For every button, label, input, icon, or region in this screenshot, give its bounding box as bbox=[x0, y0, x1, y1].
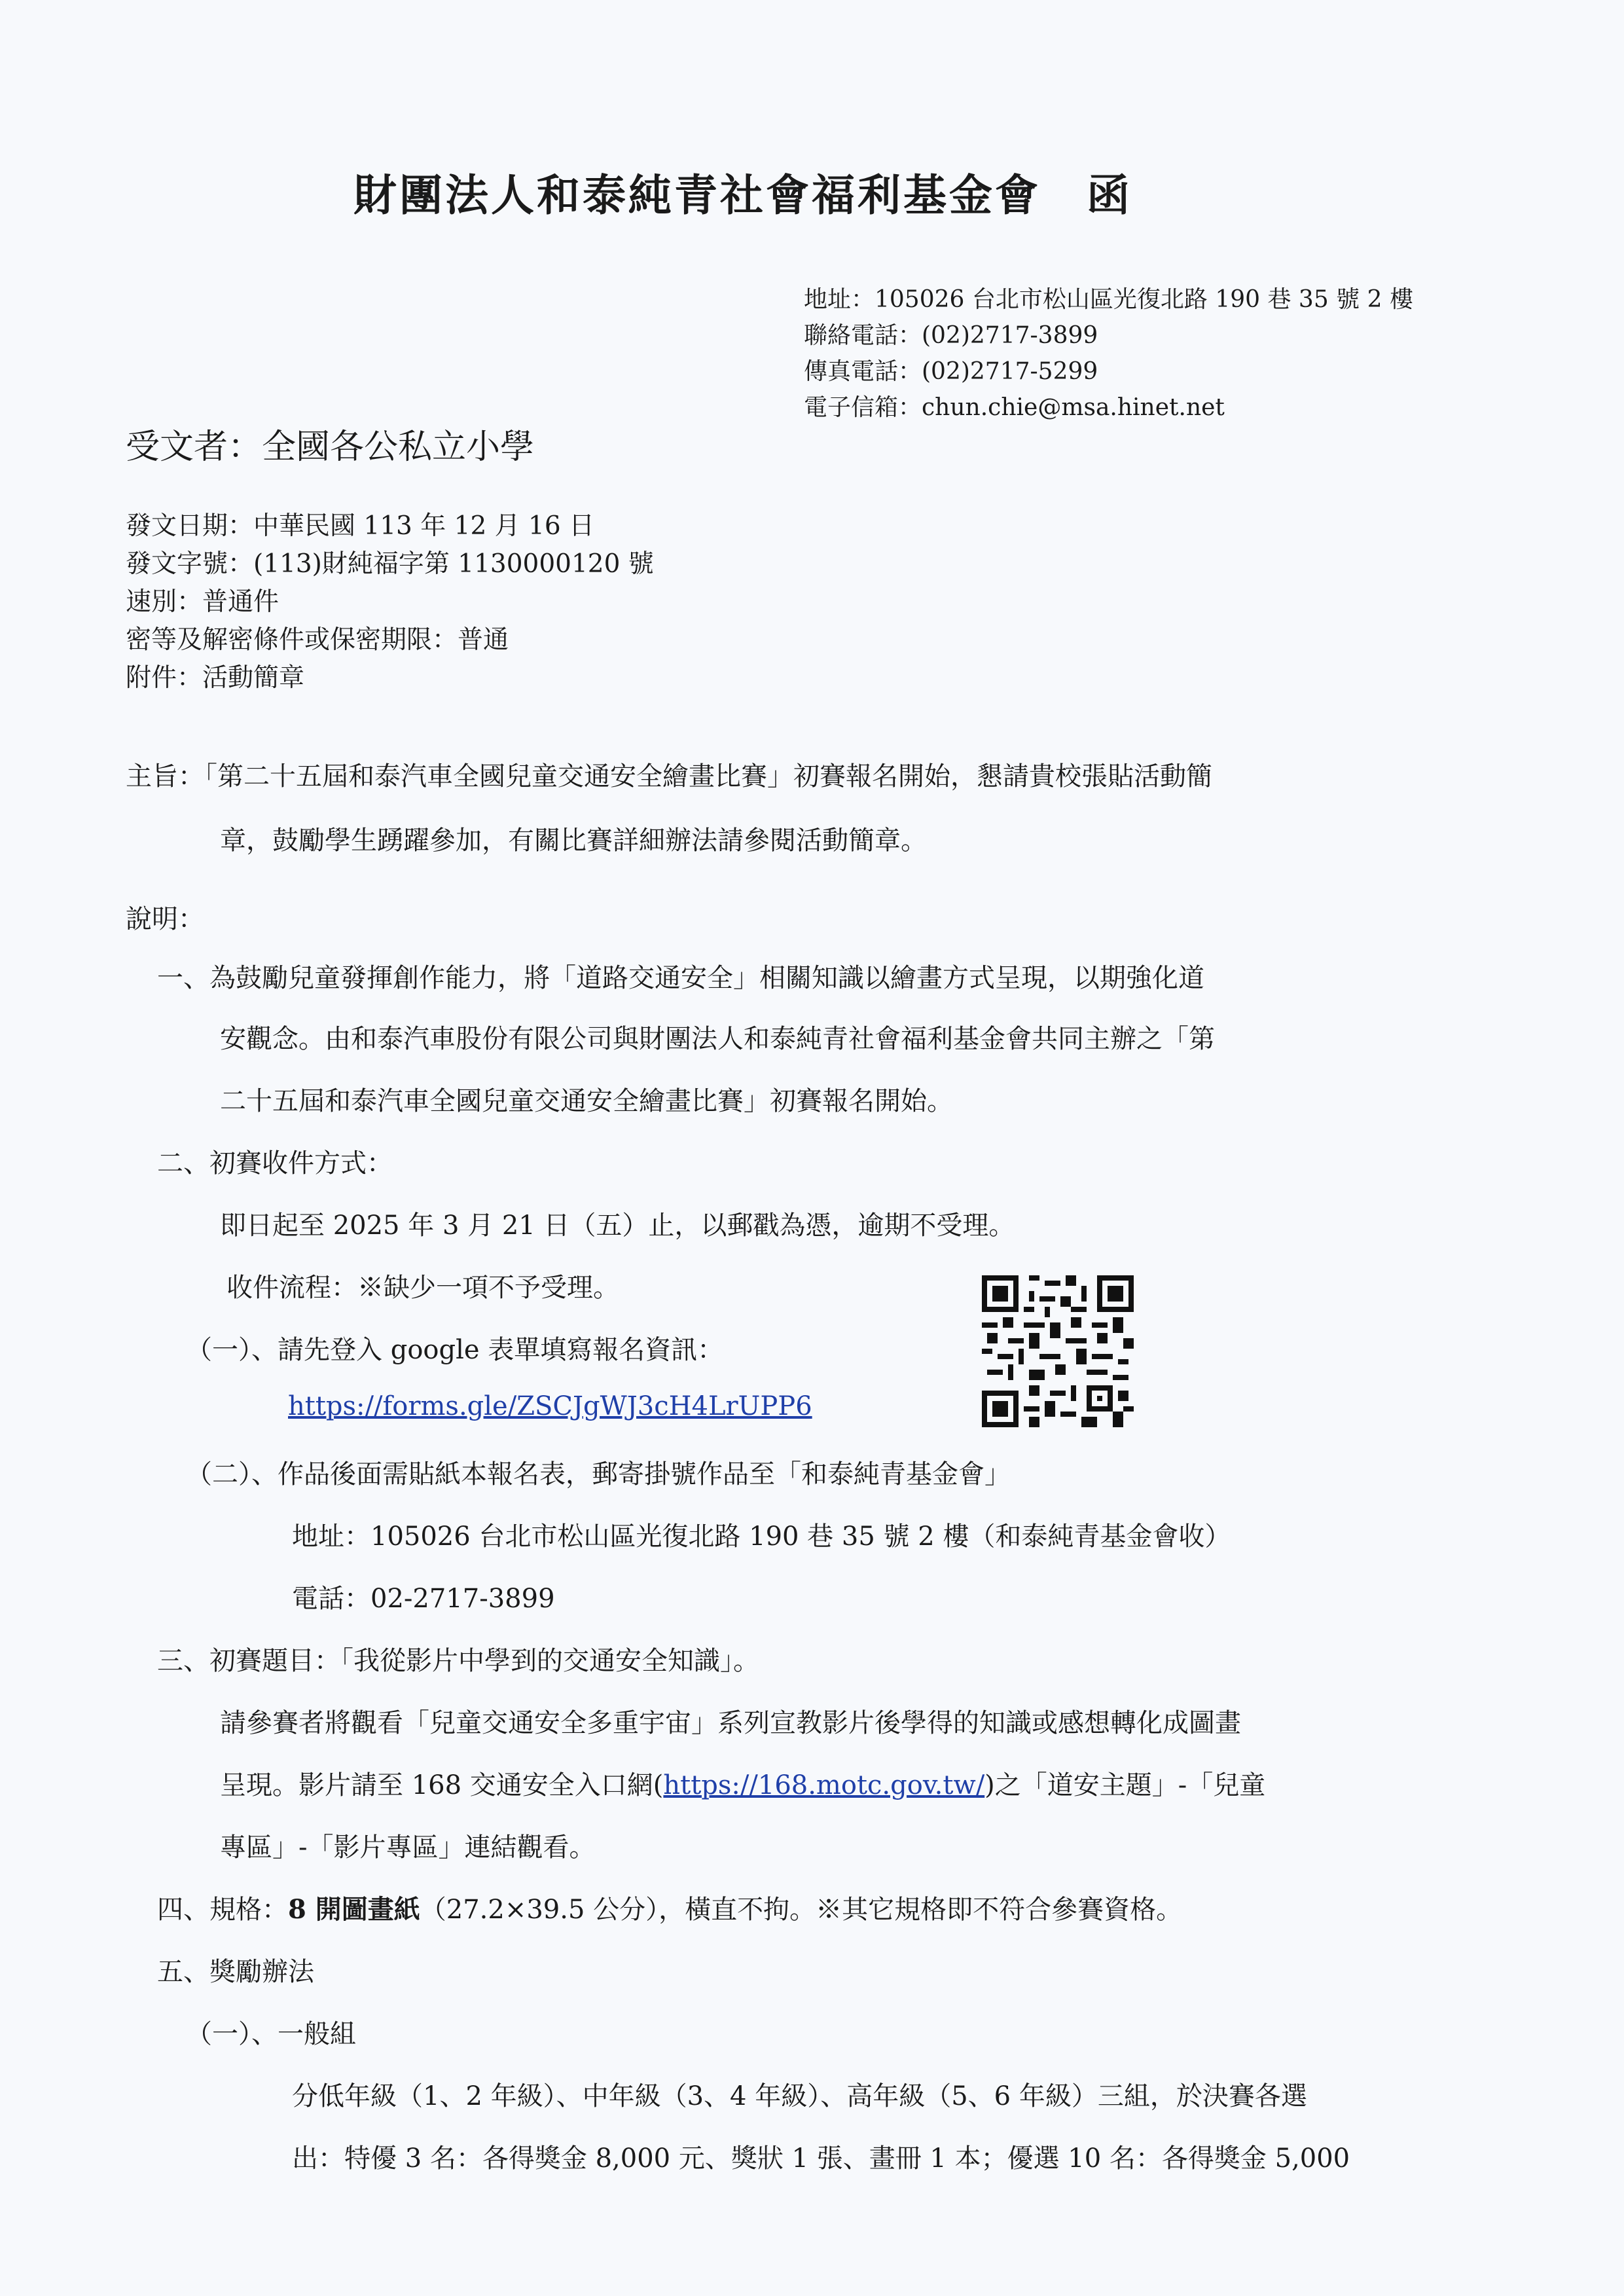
document-number: 發文字號：(113)財純福字第 1130000120 號 bbox=[126, 549, 654, 579]
attachment: 附件：活動簡章 bbox=[126, 663, 305, 693]
subject-line-2: 章，鼓勵學生踴躍參加，有關比賽詳細辦法請參閱活動簡章。 bbox=[220, 826, 927, 856]
section-5-line-2: 出：特優 3 名：各得獎金 8,000 元、獎狀 1 張、畫冊 1 本；優選 10 名：各得獎金 5,000 bbox=[292, 2143, 1350, 2174]
sender-phone: 聯絡電話：(02)2717-3899 bbox=[804, 322, 1098, 349]
submission-phone: 電話：02-2717-3899 bbox=[292, 1584, 555, 1614]
section-1-line-1: 一、為鼓勵兒童發揮創作能力，將「道路交通安全」相關知識以繪畫方式呈現，以期強化道 bbox=[157, 963, 1204, 993]
sender-fax: 傳真電話：(02)2717-5299 bbox=[804, 358, 1098, 385]
subject-line-1: 主旨：「第二十五屆和泰汽車全國兒童交通安全繪畫比賽」初賽報名開始，懇請貴校張貼活動簡 bbox=[126, 761, 1212, 792]
google-form-link[interactable]: https://forms.gle/ZSCJgWJ3cH4LrUPP6 bbox=[288, 1391, 812, 1421]
motc-link[interactable]: https://168.motc.gov.tw/ bbox=[663, 1770, 985, 1800]
submission-address: 地址：105026 台北市松山區光復北路 190 巷 35 號 2 樓（和泰純青基金會收） bbox=[292, 1522, 1231, 1552]
section-4 bbox=[157, 1889, 1182, 1926]
recipient: 受文者：全國各公私立小學 bbox=[126, 428, 535, 467]
section-5-line-1: 分低年級（1、2 年級）、中年級（3、4 年級）、高年級（5、6 年級）三組，於決賽各選 bbox=[292, 2081, 1307, 2111]
section-5-heading: 五、獎勵辦法 bbox=[157, 1957, 314, 1987]
document-title: 財團法人和泰純青社會福利基金會 函 bbox=[353, 170, 1132, 221]
section-2-deadline: 即日起至 2025 年 3 月 21 日（五）止，以郵戳為憑，逾期不受理。 bbox=[220, 1211, 1015, 1241]
section-3-line-3: 專區」-「影片專區」連結觀看。 bbox=[220, 1832, 596, 1863]
delivery-speed: 速別：普通件 bbox=[126, 587, 280, 617]
section-5-group: （一）、一般組 bbox=[186, 2019, 356, 2049]
section-3-line-1: 請參賽者將觀看「兒童交通安全多重宇宙」系列宣教影片後學得的知識或感想轉化成圖畫 bbox=[220, 1708, 1241, 1738]
section-4-detail: （27.2×39.5 公分），橫直不拘。※其它規格即不符合參賽資格。 bbox=[420, 1895, 1183, 1925]
secrecy-level: 密等及解密條件或保密期限：普通 bbox=[126, 625, 509, 655]
qr-code-icon bbox=[982, 1275, 1134, 1427]
section-3-heading: 三、初賽題目：「我從影片中學到的交通安全知識」。 bbox=[157, 1646, 759, 1676]
section-3-line-2 bbox=[220, 1764, 1265, 1802]
section-3-line-2-a: 呈現。影片請至 168 交通安全入口網( bbox=[220, 1770, 664, 1800]
section-2-step-2: （二）、作品後面需貼紙本報名表，郵寄掛號作品至「和泰純青基金會」 bbox=[186, 1459, 1011, 1489]
section-4-label: 四、規格： bbox=[157, 1895, 288, 1925]
explanation-heading: 說明： bbox=[126, 904, 204, 934]
section-1-line-3: 二十五屆和泰汽車全國兒童交通安全繪畫比賽」初賽報名開始。 bbox=[220, 1086, 953, 1116]
sender-email: 電子信箱：chun.chie@msa.hinet.net bbox=[804, 394, 1225, 421]
section-2-flow: 收件流程：※缺少一項不予受理。 bbox=[226, 1273, 619, 1303]
sender-address: 地址：105026 台北市松山區光復北路 190 巷 35 號 2 樓 bbox=[804, 286, 1413, 313]
issue-date: 發文日期：中華民國 113 年 12 月 16 日 bbox=[126, 511, 595, 541]
section-1-line-2: 安觀念。由和泰汽車股份有限公司與財團法人和泰純青社會福利基金會共同主辦之「第 bbox=[220, 1024, 1215, 1054]
section-2-step-1: （一）、請先登入 google 表單填寫報名資訊： bbox=[186, 1335, 724, 1365]
section-2-heading: 二、初賽收件方式： bbox=[157, 1148, 393, 1178]
section-3-line-2-b: )之「道安主題」-「兒童 bbox=[984, 1770, 1266, 1800]
paper-size: 8 開圖畫紙 bbox=[288, 1894, 420, 1925]
